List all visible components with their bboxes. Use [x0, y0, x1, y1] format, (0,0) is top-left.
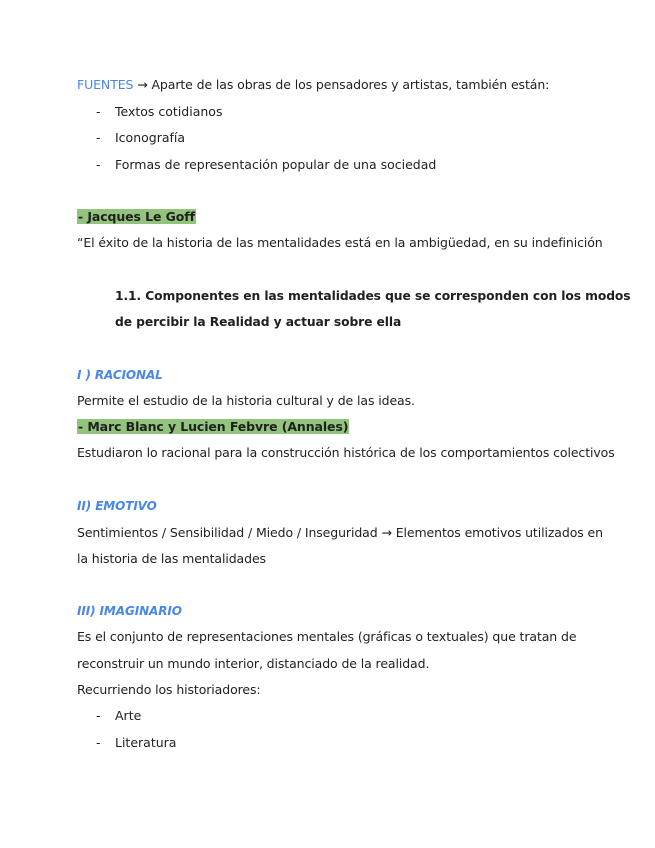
- list-item: Iconografía: [115, 130, 186, 145]
- list-item: Formas de representación popular de una sociedad: [115, 157, 437, 172]
- list-item: Literatura: [115, 735, 177, 750]
- bullet-dash: -: [96, 735, 101, 750]
- fuentes-text: → Aparte de las obras de los pensadores y artistas, también están:: [133, 77, 550, 92]
- imaginario-line1: Es el conjunto de representaciones mentales (gráficas o textuales) que tratan de: [77, 629, 577, 644]
- legoff-quote: “El éxito de la historia de las mentalidades está en la ambigüedad, en su indefinición: [77, 235, 603, 250]
- bullet-dash: -: [96, 104, 101, 119]
- legoff-line: [77, 208, 196, 226]
- racional-text2: Estudiaron lo racional para la construcción histórica de los comportamientos colectivos: [77, 445, 615, 460]
- list-item: Textos cotidianos: [115, 104, 223, 119]
- imaginario-line2: reconstruir un mundo interior, distanciado de la realidad.: [77, 656, 430, 671]
- racional-authors-highlight: - Marc Blanc y Lucien Febvre (Annales): [78, 419, 349, 434]
- emotivo-title: II) EMOTIVO: [77, 499, 157, 513]
- imaginario-title: III) IMAGINARIO: [77, 604, 182, 618]
- bullet-dash: -: [96, 130, 101, 145]
- fuentes-line: [77, 76, 549, 94]
- emotivo-line1: Sentimientos / Sensibilidad / Miedo / Inseguridad → Elementos emotivos utilizados en: [77, 525, 603, 540]
- bullet-dash: -: [96, 708, 101, 723]
- racional-authors-line: [77, 418, 349, 436]
- section-heading-line1: 1.1. Componentes en las mentalidades que se corresponden con los modos: [115, 289, 631, 303]
- imaginario-line3: Recurriendo los historiadores:: [77, 682, 261, 697]
- racional-title: I ) RACIONAL: [77, 368, 163, 382]
- legoff-highlight: - Jacques Le Goff: [78, 209, 195, 224]
- emotivo-line2: la historia de las mentalidades: [77, 551, 266, 566]
- fuentes-label: FUENTES: [77, 77, 134, 92]
- list-item: Arte: [115, 708, 142, 723]
- bullet-dash: -: [96, 157, 101, 172]
- section-heading-line2: de percibir la Realidad y actuar sobre ella: [115, 315, 402, 329]
- racional-text: Permite el estudio de la historia cultural y de las ideas.: [77, 393, 415, 408]
